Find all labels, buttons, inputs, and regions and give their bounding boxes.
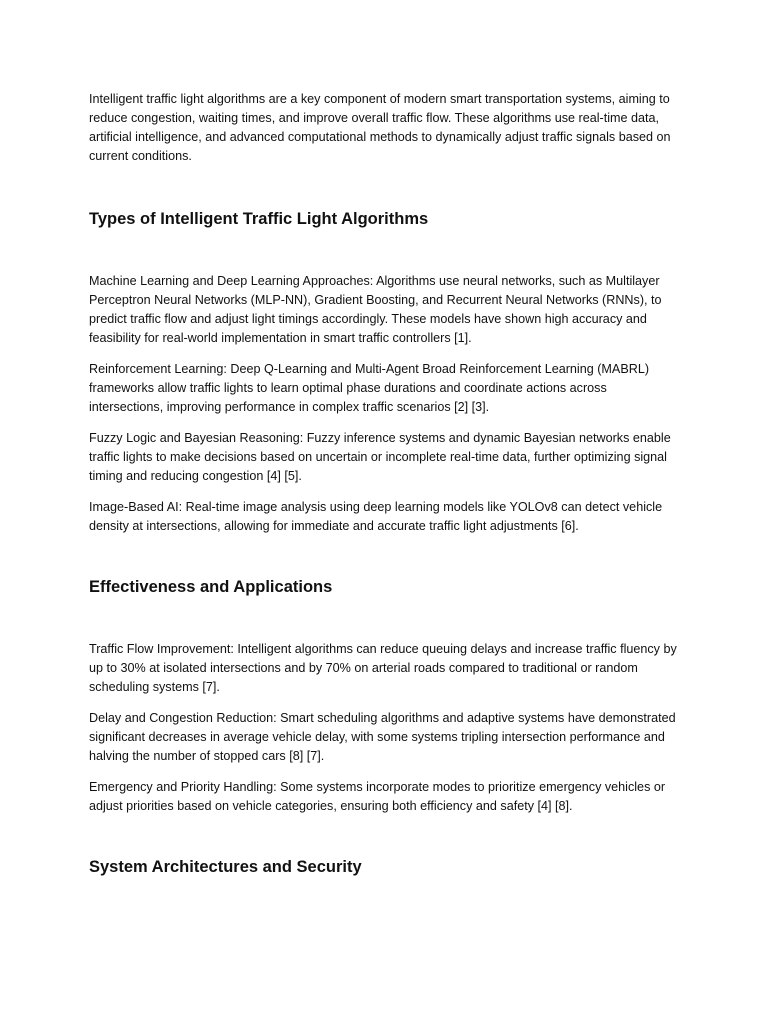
paragraph-fuzzy-bayesian: Fuzzy Logic and Bayesian Reasoning: Fuzzy inference systems and dynamic Bayesian networks enable traffic lights to make decisions based on uncertain or incomplete real-time data, further optimizing signal timing and reducing congestion [4] [5]. bbox=[89, 431, 671, 483]
paragraph-emergency-priority: Emergency and Priority Handling: Some systems incorporate modes to prioritize emergency vehicles or adjust priorities based on vehicle categories, ensuring both efficiency and safety [4] [8]. bbox=[89, 780, 666, 813]
section-heading-effectiveness: Effectiveness and Applications bbox=[89, 578, 333, 596]
paragraph-reinforcement-learning: Reinforcement Learning: Deep Q-Learning and Multi-Agent Broad Reinforcement Learning (MABRL) frameworks allow traffic lights to learn optimal phase durations and coordinate actions across intersections, improving performance in complex traffic scenarios [2] [3]. bbox=[89, 362, 650, 414]
section-heading-architectures: System Architectures and Security bbox=[89, 858, 362, 876]
paragraph-ml-dl: Machine Learning and Deep Learning Approaches: Algorithms use neural networks, such as Multilayer Perceptron Neural Networks (MLP-NN), Gradient Boosting, and Recurrent Neural Networks (RNNs), to predict traffic flow and adjust light timings accordingly. These models have shown high accuracy and feasibility for real-world implementation in smart traffic controllers [1]. bbox=[89, 274, 662, 345]
paragraph-image-based-ai: Image-Based AI: Real-time image analysis using deep learning models like YOLOv8 can detect vehicle density at intersections, allowing for immediate and accurate traffic light adjustments [6]. bbox=[89, 500, 663, 533]
section-heading-types: Types of Intelligent Traffic Light Algorithms bbox=[89, 210, 429, 228]
paragraph-traffic-flow: Traffic Flow Improvement: Intelligent algorithms can reduce queuing delays and increase traffic fluency by up to 30% at isolated intersections and by 70% on arterial roads compared to traditional or random scheduling systems [7]. bbox=[89, 642, 677, 694]
intro-paragraph: Intelligent traffic light algorithms are a key component of modern smart transportation systems, aiming to reduce congestion, waiting times, and improve overall traffic flow. These algorithms use real-time data, artificial intelligence, and advanced computational methods to dynamically adjust traffic signals based on current conditions. bbox=[89, 92, 671, 163]
paragraph-delay-congestion: Delay and Congestion Reduction: Smart scheduling algorithms and adaptive systems have demonstrated significant decreases in average vehicle delay, with some systems tripling intersection performance and halving the number of stopped cars [8] [7]. bbox=[89, 711, 676, 763]
